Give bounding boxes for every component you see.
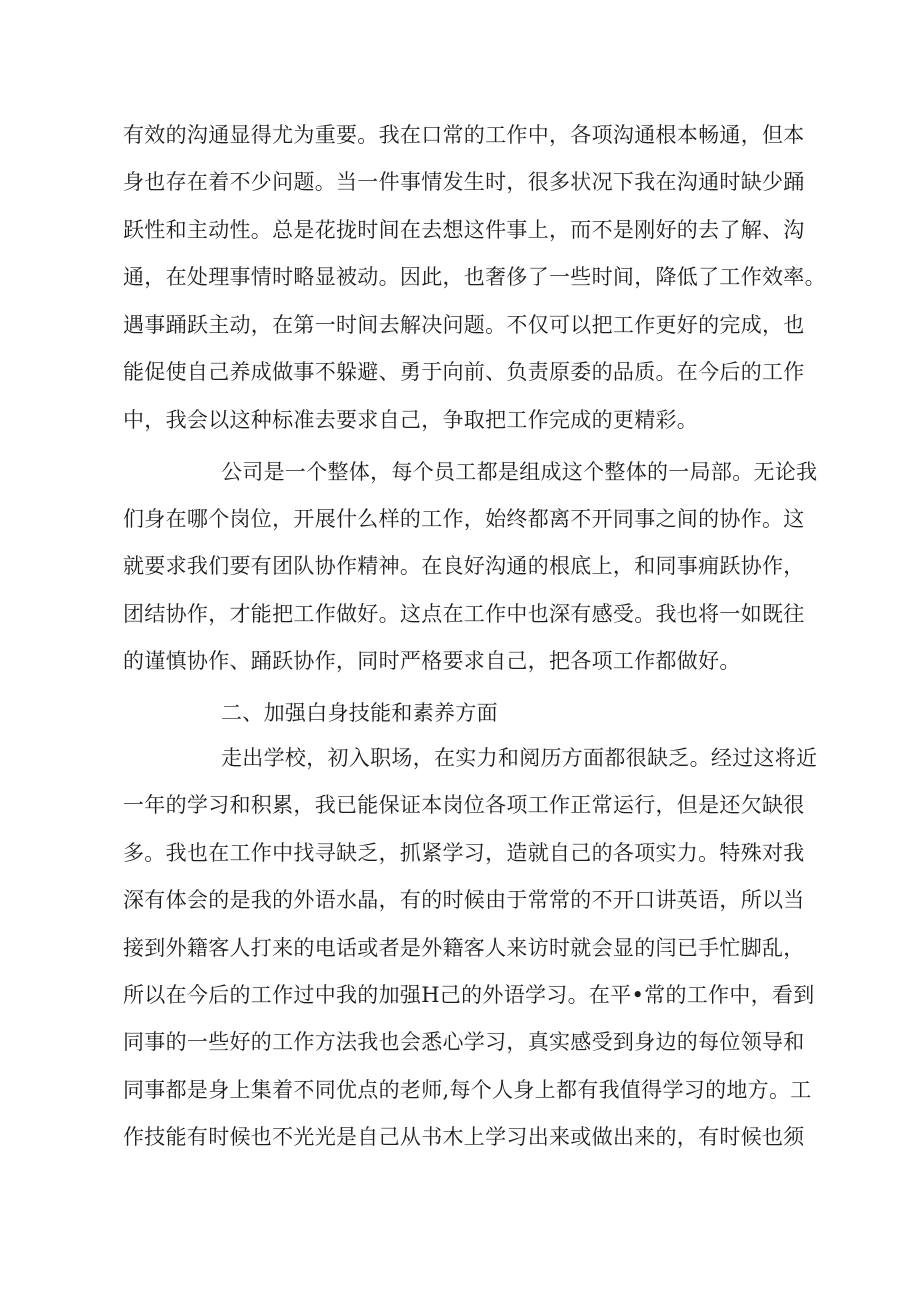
paragraph-line: 公司是一个整体，每个员工都是组成这个整体的一局部。无论我	[221, 460, 818, 484]
paragraph-line: 多。我也在工作中找寻缺乏，抓紧学习，造就自己的各项实力。特殊对我	[123, 841, 805, 865]
paragraph-line: 所以在今后的工作过中我的加强H己的外语学习。在平•常的工作中，看到	[123, 983, 815, 1007]
paragraph-line: 遇事踊跃主动，在第一时间去解决问题。不仅可以把工作更好的完成，也	[123, 313, 805, 337]
paragraph-line: 跃性和主动性。总是花拢时间在去想这件事上，而不是刚好的去了解、沟	[123, 218, 805, 242]
paragraph-line: 同事的一些好的工作方法我也会悉心学习，真实感受到身边的每位领导和	[123, 1030, 805, 1054]
paragraph-line: 们身在哪个岗位，开展什么样的工作，始终都离不开同事之间的协作。这	[123, 507, 805, 531]
paragraph-line: 一年的学习和积累，我已能保证本岗位各项工作正常运行，但是还欠缺很	[123, 793, 805, 817]
paragraph-line: 的谨慎协作、踊跃协作，同时严格要求自己，把各项工作都做好。	[123, 649, 741, 673]
paragraph-line: 作技能有时候也不光光是自己从书木上学习出来或做出来的，有时候也须	[123, 1125, 805, 1149]
paragraph-line: 通，在处理事情时略显被动。因此，也奢侈了一些时间，降低了工作效率。	[123, 265, 826, 289]
paragraph-line: 深有体会的是我的外语水晶，有的时候由于常常的不开口讲英语，所以当	[123, 888, 805, 912]
paragraph-line: 同事都是身上集着不同优点的老师,每个人身上都有我值得学习的地方。工	[123, 1078, 812, 1102]
paragraph-line: 接到外籍客人打来的电话或者是外籍客人来访时就会显的闫已手忙脚乱，	[123, 936, 805, 960]
section-heading: 二、加强白身技能和素养方面	[221, 701, 498, 725]
paragraph-line: 就要求我们要有团队协作精神。在良好沟通的根底上，和同事痈跃协作，	[123, 554, 805, 578]
paragraph-line: 走出学校，初入职场，在实力和阅历方面都很缺乏。经过这将近	[221, 746, 818, 770]
paragraph-line: 中，我会以这种标准去要求自己，争取把工作完成的更精彩。	[123, 408, 699, 432]
paragraph-line: 身也存在着不少问题。当一件事情发生时，很多状况下我在沟通时缺少踊	[123, 170, 805, 194]
paragraph-line: 团结协作，才能把工作做好。这点在工作中也深有感受。我也将一如既往	[123, 602, 805, 626]
paragraph-line: 能促使自己养成做事不躲避、勇于向前、负责原委的品质。在今后的工作	[123, 360, 805, 384]
paragraph-line: 有效的沟通显得尤为重要。我在口常的工作中，各项沟通根本畅通，但本	[123, 123, 805, 147]
